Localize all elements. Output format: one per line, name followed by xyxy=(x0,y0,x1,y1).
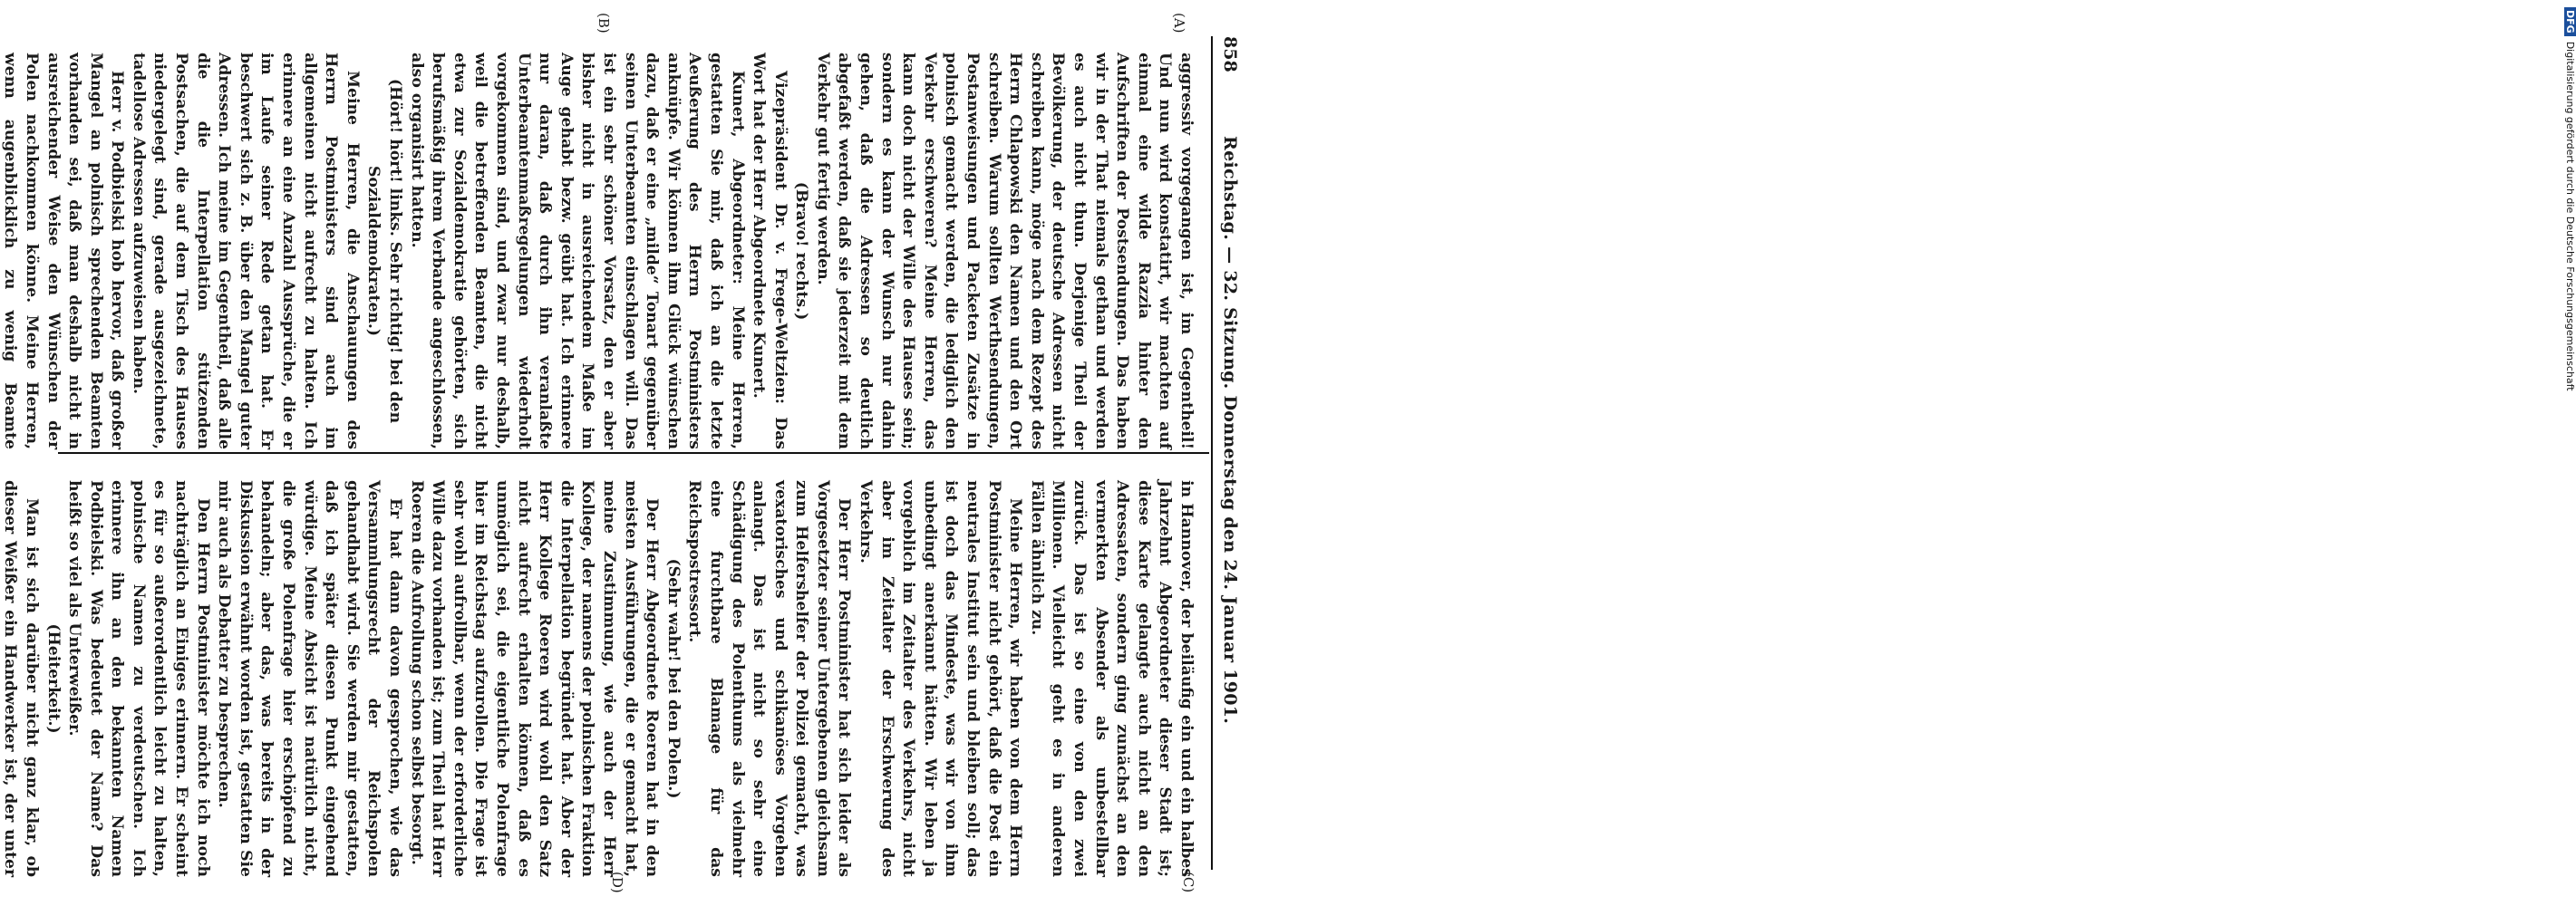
paragraph: Der Herr Abgeordnete Roeren hat in den meisten Ausführungen, die er gemacht hat, meine Zustimmung, wie auch der Herr Kollege, der namens der polnischen Fraktion die Interpellation begründet hat. Aber der Herr Kollege Roeren wird wohl den Satz nicht aufrecht erhalten können, daß es unmöglich sei, die eigentliche Polenfrage hier im Reichstag aufzurollen. Die Frage ist sehr wohl aufrollbar, wenn der erforderliche Wille dazu vorhanden ist; zum Theil hat Herr Roeren die Aufrollung schon selbst besorgt. xyxy=(407,480,662,877)
document-page xyxy=(0,0,1287,906)
header-rule xyxy=(1211,36,1213,870)
margin-mark-b: (B) xyxy=(596,13,612,34)
paragraph: Meine Herren, die Anschauungen des Herrn Postministers sind auch im allgemeinen nicht aufrecht zu halten. Ich erinnere an eine Anzahl Aussprüche, die er im Laufe seiner Rede getan hat. Er beschwert sich z. B. über den Mangel guter Adressen. Ich meine im Gegentheil, daß alle die die Interpellation stützenden Postsachen, die auf dem Tisch des Hauses niedergelegt sind, gerade ausgezeichnete, tadellose Adressen aufzuweisen haben. xyxy=(129,53,362,449)
running-head: Reichstag. — 32. Sitzung. Donnerstag den 24. Januar 1901. xyxy=(1220,136,1240,725)
paragraph: Der Herr Postminister hat sich leider als Vorgesetzter seiner Untergebenen gleichsam zum Helfershelfer der Polizei gemacht, was vexatorisches und schikanöses Vorgehen anlangt. Das ist nicht so sehr eine Schädigung des Polenthums als vielmehr eine furchtbare Blamage für das Reichspostressort. xyxy=(685,480,854,877)
interjection: (Bravo! rechts.) xyxy=(792,181,811,321)
paragraph: Vizepräsident Dr. v. Frege-Weltzien: Das Wort hat der Herr Abgeordnete Kunert. xyxy=(750,53,789,449)
paragraph: Den Herrn Postminister möchte ich noch nachträglich an Einiges erinnern. Er scheint es für so außerordentlich leicht zu halten, polnische Namen zu verdeutschen. Ich erinnere ihn an den bekannten Namen Podbielski. Was bedeutet der Name? Das heißt so viel als Unterweißer. xyxy=(65,480,212,877)
right-text-column xyxy=(0,480,1196,877)
margin-mark-d: (D) xyxy=(609,872,625,893)
dfg-logo: DFG xyxy=(2564,7,2576,36)
interjection: (Heiterkeit.) xyxy=(44,623,63,734)
interjection: (Hört! hört! links. Sehr richtig! bei den Sozialdemokraten.) xyxy=(364,78,405,424)
funding-note xyxy=(2564,7,2576,904)
side-note xyxy=(1275,0,2576,906)
paragraph: in Hannover, der beiläufig ein und ein halbes Jahrzehnt Abgeordneter dieser Stadt ist; diese Karte gelangte auch nicht an den Adressaten, sondern ging zunächst an den vermerkten Absender als unbestellbar zurück. Das ist so eine von den zwei Millionen. Vielleicht geht es in anderen Fällen ähnlich zu. xyxy=(1027,480,1196,877)
paragraph: aggressiv vorgegangen ist, im Gegentheil! Und nun wird konstatirt, wir machten auf einmal eine wilde Razzia hinter den Aufschriften der Postsendungen. Das haben wir in der That niemals gethan und werden es auch nicht thun. Derjenige Theil der Bevölkerung, der deutsche Adressen nicht schreiben kann, möge nach dem Rezept des Herrn Chlapowski den Namen und den Ort schreiben. Warum sollten Werthsendungen, Postanweisungen und Packeten Zusätze in polnisch gemacht werden, die lediglich den Verkehr erschweren? Meine Herren, das kann doch nicht der Wille des Hauses sein; sondern es kann der Wunsch nur dahin gehen, daß die Adressen so deutlich abgefaßt werden, daß sie jederzeit mit dem Verkehr gut fertig werden. xyxy=(813,53,1196,449)
funding-text: Digitalisierung gefördert durch die Deutsche Forschungsgemeinschaft xyxy=(2564,41,2576,391)
column-divider xyxy=(58,452,1209,454)
margin-mark-a: (A) xyxy=(1171,13,1187,34)
page-number: 858 xyxy=(1220,36,1240,72)
paragraph: Er hat dann davon gesprochen, wie das Versammlungsrecht der Reichspolen gehandhabt wird. Sie werden mir gestatten, daß ich später diesen Punkt eingehend würdige. Meine Absicht ist natürlich nicht, die große Polenfrage hier erschöpfend zu behandeln; aber das, was bereits in der Diskussion erwähnt worden ist, gestatten Sie mir auch als Debatter zu besprechen. xyxy=(215,480,405,877)
paragraph: Man ist sich darüber nicht ganz klar, ob dieser Weißer ein Handwerker ist, der unter xyxy=(1,480,41,877)
left-text-column xyxy=(0,53,1196,449)
paragraph: Meine Herren, wir haben von dem Herrn Postminister nicht gehört, daß die Post ein neutrales Institut sein und bleiben soll; das ist doch das Mindeste, was wir von ihm unbedingt anerkannt hätten. Wir leben ja vorgeblich im Zeitalter des Verkehrs, nicht aber im Zeitalter der Erschwerung des Verkehrs. xyxy=(857,480,1025,877)
paragraph: Kunert, Abgeordneter: Meine Herren, gestatten Sie mir, daß ich an die letzte Aeußerung des Herrn Postministers anknüpfe. Wir können ihm Glück wünschen dazu, daß er eine „milde“ Tonart gegenüber seinen Unterbeamten einschlagen will. Das ist ein sehr schöner Vorsatz, den er aber bisher nicht in ausreichendem Maße im Auge gehabt bezw. geübt hat. Ich erinnere nur daran, daß durch ihn veranlaßte Unterbeamtenmaßregelungen wiederholt vorgekommen sind, und zwar nur deshalb, weil die betreffenden Beamten, die nicht etwa zur Sozialdemokratie gehörten, sich berufsmäßig ihrem Verbande angeschlossen, also organisirt hatten. xyxy=(407,53,747,449)
page-header xyxy=(1216,36,1240,870)
interjection: (Sehr wahr! bei den Polen.) xyxy=(663,558,683,799)
paragraph: Herr v. Podbielski hob hervor, daß großer Mangel an polnisch sprechenden Beamten vorhanden sei, daß man deshalb nicht in ausreichender Weise den Wünschen der Polen nachkommen könne. Meine Herren, wenn augenblicklich zu wenig Beamte xyxy=(1,53,127,449)
margin-mark-c: (C) xyxy=(1180,872,1196,893)
